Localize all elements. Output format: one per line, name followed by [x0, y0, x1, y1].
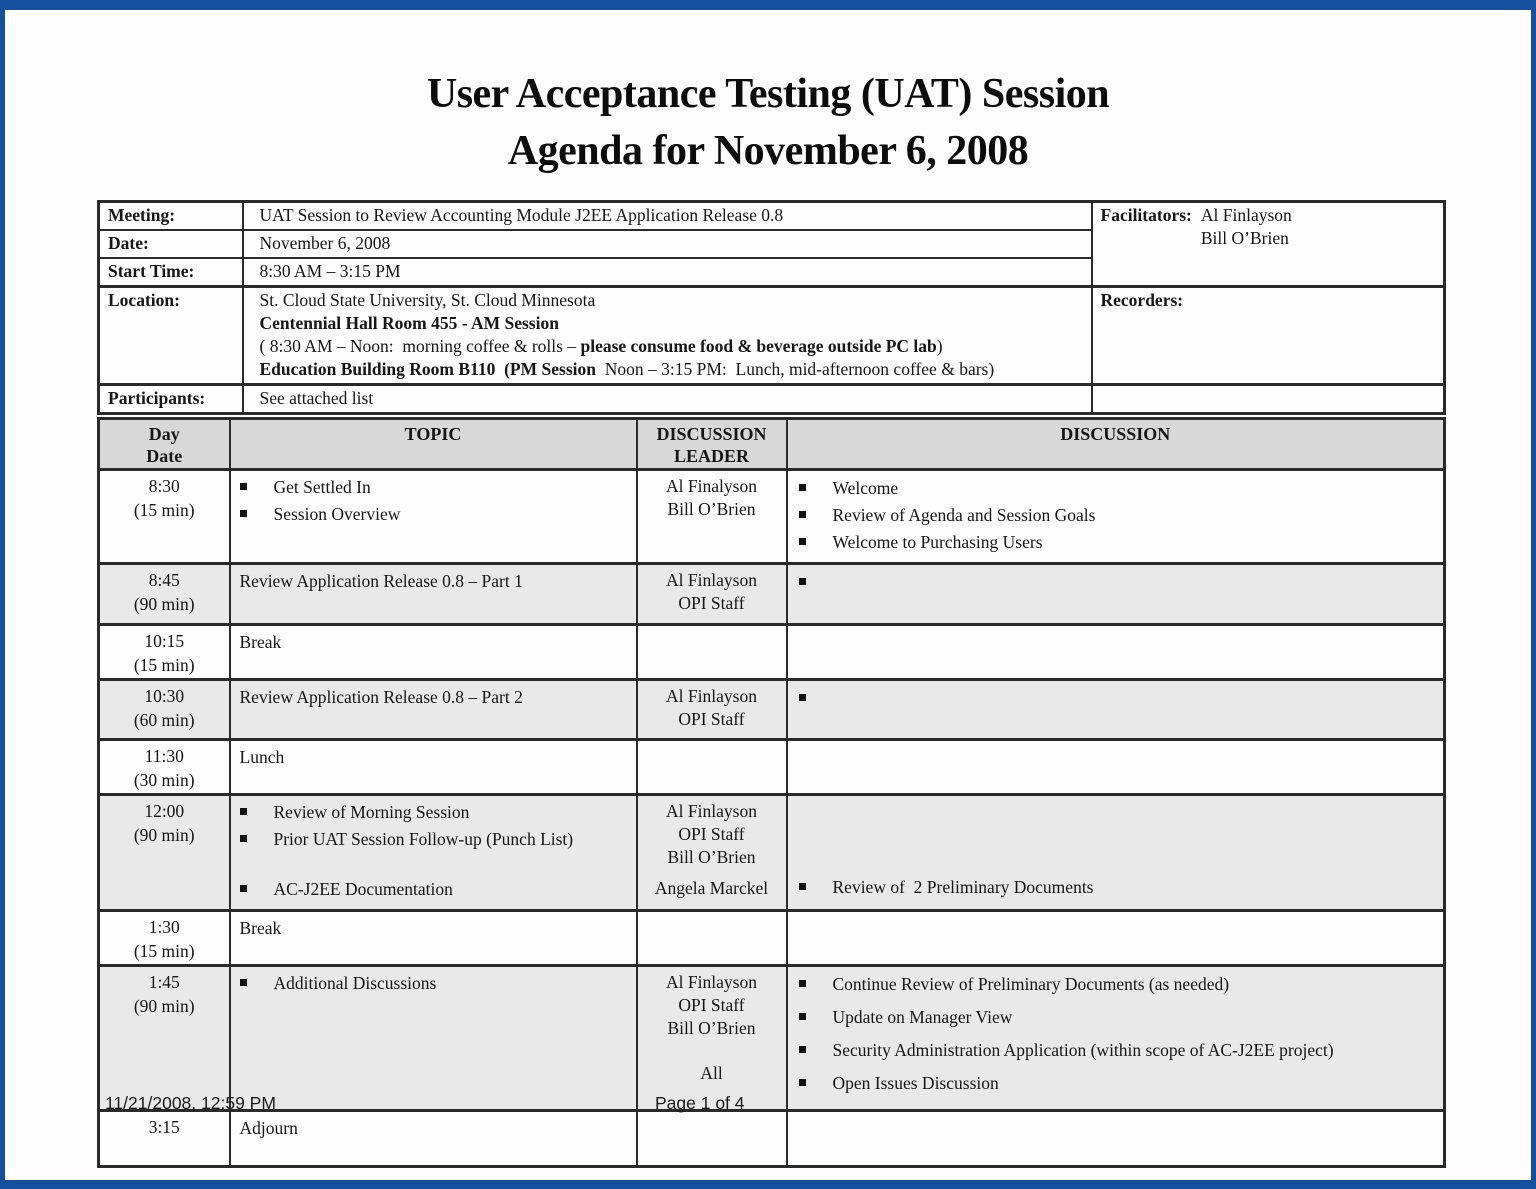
square-bullet-icon	[240, 835, 247, 842]
location-line-4: Education Building Room B110 (PM Session Noon – 3:15 PM: Lunch, mid-afternoon coffee & bars)	[259, 359, 995, 379]
topic-cell: Adjourn	[230, 1111, 637, 1167]
agenda-schedule-table	[97, 417, 1446, 1168]
square-bullet-icon	[240, 808, 247, 815]
square-bullet-icon	[240, 483, 247, 490]
schedule-row	[99, 911, 1445, 966]
schedule-row	[99, 625, 1445, 680]
topic-cell: Additional Discussions	[230, 966, 637, 1111]
discussion-cell	[787, 680, 1445, 740]
square-bullet-icon	[799, 578, 806, 585]
column-header-topic: TOPIC	[230, 419, 637, 470]
start-time-label: Start Time:	[99, 258, 243, 287]
time-cell: 8:45 (90 min)	[99, 564, 230, 625]
discussion-cell	[787, 1111, 1445, 1167]
facilitator-name: Bill O’Brien	[1200, 228, 1289, 248]
time-cell: 12:00 (90 min)	[99, 795, 230, 911]
leader-cell: Al Finalyson Bill O’Brien	[637, 470, 787, 564]
leader-cell	[637, 911, 787, 966]
time-cell: 1:30 (15 min)	[99, 911, 230, 966]
info-row-participants	[99, 385, 1445, 414]
meeting-value: UAT Session to Review Accounting Module J2EE Application Release 0.8	[243, 202, 1092, 231]
schedule-row	[99, 564, 1445, 625]
participants-value: See attached list	[243, 385, 1092, 414]
square-bullet-icon	[799, 1079, 806, 1086]
square-bullet-icon	[799, 538, 806, 545]
topic-cell: Break	[230, 625, 637, 680]
topic-cell: Review Application Release 0.8 – Part 1	[230, 564, 637, 625]
schedule-row	[99, 470, 1445, 564]
document-page	[5, 10, 1531, 1180]
discussion-cell	[787, 911, 1445, 966]
topic-cell: Lunch	[230, 740, 637, 795]
time-cell: 8:30 (15 min)	[99, 470, 230, 564]
discussion-cell	[787, 625, 1445, 680]
time-cell: 10:15 (15 min)	[99, 625, 230, 680]
location-value	[243, 287, 1092, 385]
meeting-label: Meeting:	[99, 202, 243, 231]
topic-cell: Break	[230, 911, 637, 966]
topic-cell: Review of Morning Session Prior UAT Session Follow-up (Punch List) AC-J2EE Documentation	[230, 795, 637, 911]
square-bullet-icon	[240, 979, 247, 986]
square-bullet-icon	[240, 885, 247, 892]
recorders-label: Recorders:	[1100, 290, 1184, 310]
date-label: Date:	[99, 230, 243, 258]
discussion-cell: Continue Review of Preliminary Documents (as needed) Update on Manager View Security Administration Application (within scope of AC-J2EE project) Open Issues Discussion	[787, 966, 1445, 1111]
column-header-discussion-leader: DISCUSSION LEADER	[637, 419, 787, 470]
schedule-header-row	[99, 419, 1445, 470]
column-header-day-date: Day Date	[99, 419, 230, 470]
location-line-1: St. Cloud State University, St. Cloud Minnesota	[259, 290, 596, 310]
discussion-cell	[787, 740, 1445, 795]
info-row-meeting	[99, 202, 1445, 231]
square-bullet-icon	[799, 694, 806, 701]
page-title	[5, 66, 1531, 180]
location-line-3: ( 8:30 AM – Noon: morning coffee & rolls – please consume food & beverage outside PC lab)	[259, 336, 943, 356]
schedule-row	[99, 740, 1445, 795]
facilitators-label: Facilitators:	[1100, 205, 1192, 225]
discussion-cell	[787, 564, 1445, 625]
square-bullet-icon	[799, 484, 806, 491]
title-line-2: Agenda for November 6, 2008	[507, 128, 1029, 174]
location-label: Location:	[99, 287, 243, 385]
topic-cell: Get Settled In Session Overview	[230, 470, 637, 564]
discussion-cell: Welcome Review of Agenda and Session Goals Welcome to Purchasing Users	[787, 470, 1445, 564]
schedule-row	[99, 795, 1445, 911]
square-bullet-icon	[799, 511, 806, 518]
location-line-2: Centennial Hall Room 455 - AM Session	[259, 313, 559, 333]
topic-cell: Review Application Release 0.8 – Part 2	[230, 680, 637, 740]
recorders-cell	[1092, 287, 1445, 385]
participants-label: Participants:	[99, 385, 243, 414]
square-bullet-icon	[799, 883, 806, 890]
leader-cell: Al Finlayson OPI Staff Bill O’Brien Angela Marckel	[637, 795, 787, 911]
square-bullet-icon	[799, 1046, 806, 1053]
leader-cell: Al Finlayson OPI Staff	[637, 564, 787, 625]
facilitator-name: Al Finlayson	[1200, 205, 1292, 225]
start-time-value: 8:30 AM – 3:15 PM	[243, 258, 1092, 287]
empty-cell	[1092, 385, 1445, 414]
column-header-discussion: DISCUSSION	[787, 419, 1445, 470]
square-bullet-icon	[799, 980, 806, 987]
schedule-row	[99, 966, 1445, 1111]
discussion-cell: Review of 2 Preliminary Documents	[787, 795, 1445, 911]
footer-page-number: Page 1 of 4	[655, 1093, 745, 1113]
leader-cell: Al Finlayson OPI Staff Bill O’Brien All	[637, 966, 787, 1111]
time-cell: 10:30 (60 min)	[99, 680, 230, 740]
square-bullet-icon	[240, 510, 247, 517]
facilitators-cell	[1092, 202, 1445, 287]
footer-timestamp: 11/21/2008, 12:59 PM	[105, 1093, 276, 1113]
time-cell: 3:15	[99, 1111, 230, 1167]
info-row-location	[99, 287, 1445, 385]
time-cell: 11:30 (30 min)	[99, 740, 230, 795]
square-bullet-icon	[799, 1013, 806, 1020]
meeting-info-table	[97, 200, 1446, 415]
date-value: November 6, 2008	[243, 230, 1092, 258]
leader-cell	[637, 740, 787, 795]
schedule-row	[99, 680, 1445, 740]
leader-cell: Al Finlayson OPI Staff	[637, 680, 787, 740]
leader-cell	[637, 1111, 787, 1167]
schedule-row	[99, 1111, 1445, 1167]
title-line-1: User Acceptance Testing (UAT) Session	[426, 71, 1110, 117]
leader-cell	[637, 625, 787, 680]
time-cell: 1:45 (90 min)	[99, 966, 230, 1111]
